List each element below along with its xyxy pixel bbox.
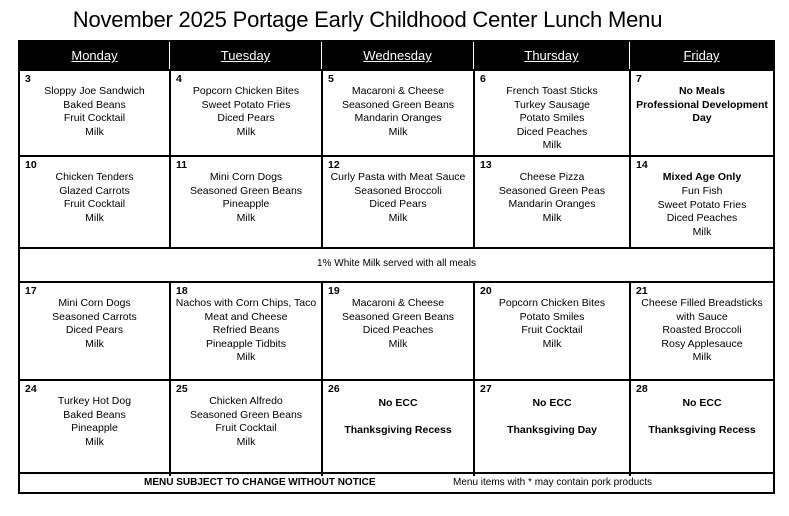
menu-items <box>20 171 169 225</box>
menu-item: Turkey Hot Dog <box>57 395 132 407</box>
menu-item: Milk <box>85 435 104 448</box>
menu-item: Nachos with Corn Chips, Taco <box>175 297 317 309</box>
menu-item: Sloppy Joe Sandwich <box>44 85 145 97</box>
menu-item: Fruit Cocktail <box>215 422 277 434</box>
menu-item: Baked Beans <box>63 408 126 421</box>
menu-items <box>323 297 473 351</box>
closure-text: No ECC <box>682 397 722 409</box>
footer-disclaimer: MENU SUBJECT TO CHANGE WITHOUT NOTICE <box>144 477 376 488</box>
day-number: 25 <box>176 383 188 395</box>
menu-item: Diced Pears <box>65 324 124 336</box>
menu-item: Meat and Cheese <box>204 310 288 323</box>
closure-text: No ECC <box>532 397 572 409</box>
day-number: 26 <box>328 383 340 395</box>
menu-item: Sweet Potato Fries <box>657 198 747 211</box>
closure-notice <box>631 397 773 437</box>
day-cell-thursday <box>473 71 629 155</box>
weekday-header <box>20 42 773 69</box>
menu-item: Fruit Cocktail <box>521 324 583 336</box>
menu-item: Seasoned Broccoli <box>354 184 442 197</box>
menu-item: Refried Beans <box>212 324 280 336</box>
menu-item: Milk <box>85 125 104 138</box>
menu-item: Milk <box>85 337 104 350</box>
menu-items <box>631 85 773 126</box>
menu-item: Day <box>692 112 712 124</box>
day-number: 7 <box>636 73 642 85</box>
day-cell-monday <box>20 283 169 379</box>
menu-item: Milk <box>85 211 104 224</box>
menu-item: Mini Corn Dogs <box>209 171 283 183</box>
menu-item: Milk <box>542 337 562 350</box>
menu-item: Chicken Alfredo <box>209 395 283 407</box>
day-cell-tuesday <box>169 381 321 476</box>
day-cell-wednesday <box>321 71 473 155</box>
day-cell-wednesday <box>321 157 473 247</box>
menu-items <box>631 297 773 365</box>
closure-notice <box>475 397 629 437</box>
menu-items <box>171 297 321 365</box>
menu-item: Milk <box>388 125 408 138</box>
day-cell-tuesday <box>169 157 321 247</box>
menu-item: Potato Smiles <box>519 112 585 124</box>
menu-item: Seasoned Green Beans <box>341 98 455 111</box>
menu-item: Milk <box>388 211 408 224</box>
menu-items <box>323 85 473 139</box>
milk-note-row <box>20 247 773 281</box>
day-cell-thursday <box>473 283 629 379</box>
footer <box>20 472 773 492</box>
menu-item: Sweet Potato Fries <box>201 98 291 111</box>
day-number: 19 <box>328 285 340 297</box>
menu-item: Milk <box>236 351 256 363</box>
menu-item: Baked Beans <box>63 98 126 111</box>
menu-item: Popcorn Chicken Bites <box>498 297 606 309</box>
day-number: 12 <box>328 159 340 171</box>
menu-items <box>20 85 169 139</box>
day-number: 17 <box>25 285 37 297</box>
menu-item: Pineapple Tidbits <box>206 337 286 350</box>
menu-item: Fruit Cocktail <box>63 112 126 124</box>
header-friday: Friday <box>629 42 773 69</box>
menu-item: Milk <box>388 337 408 350</box>
day-number: 11 <box>176 159 188 171</box>
day-number: 4 <box>176 73 182 85</box>
week-row-2 <box>20 155 773 247</box>
menu-item: Pineapple <box>71 422 118 434</box>
menu-items <box>323 171 473 225</box>
menu-item: Curly Pasta with Meat Sauce <box>330 171 466 183</box>
day-cell-friday <box>629 71 773 155</box>
day-number: 24 <box>25 383 37 395</box>
menu-item: Glazed Carrots <box>59 184 130 197</box>
menu-item: Macaroni & Cheese <box>351 85 445 97</box>
menu-item: Roasted Broccoli <box>662 324 742 336</box>
menu-item: Seasoned Green Peas <box>498 184 606 197</box>
day-number: 3 <box>25 73 31 85</box>
week-row-4 <box>20 379 773 476</box>
closure-text: Thanksgiving Recess <box>648 423 756 436</box>
day-cell-tuesday <box>169 71 321 155</box>
menu-item: Potato Smiles <box>519 310 585 323</box>
menu-item: Milk <box>542 139 562 151</box>
menu-item: Milk <box>236 435 256 448</box>
day-number: 21 <box>636 285 648 297</box>
menu-item: Diced Peaches <box>362 324 434 336</box>
menu-item: Macaroni & Cheese <box>351 297 445 309</box>
day-number: 13 <box>480 159 492 171</box>
day-cell-wednesday <box>321 381 473 476</box>
menu-item: Seasoned Carrots <box>52 310 137 323</box>
footer-pork-note: Menu items with * may contain pork products <box>453 477 652 488</box>
week-row-1 <box>20 69 773 155</box>
menu-items <box>171 85 321 139</box>
menu-item: Diced Pears <box>217 112 275 124</box>
spacer <box>631 411 773 424</box>
day-number: 27 <box>480 383 492 395</box>
menu-item: Diced Peaches <box>666 212 738 224</box>
day-number: 5 <box>328 73 334 85</box>
milk-note: 1% White Milk served with all meals <box>317 258 476 269</box>
menu-items: Mixed Age Only Fun Fish Sweet Potato Fries Diced Peaches Milk <box>631 185 773 239</box>
menu-item: Seasoned Green Beans <box>189 408 303 421</box>
day-number: 10 <box>25 159 37 171</box>
day-cell-thursday <box>473 157 629 247</box>
day-cell-monday <box>20 381 169 476</box>
header-tuesday: Tuesday <box>169 42 321 69</box>
day-cell-friday <box>629 381 773 476</box>
menu-item: Milk <box>542 211 562 224</box>
header-wednesday: Wednesday <box>321 42 473 69</box>
closure-text: No ECC <box>378 397 418 409</box>
menu-item: Milk <box>236 125 256 138</box>
menu-item: Mandarin Oranges <box>508 198 596 210</box>
menu-calendar <box>18 40 775 494</box>
menu-item: Fruit Cocktail <box>63 198 126 210</box>
menu-item: Rosy Applesauce <box>661 337 743 350</box>
menu-item: French Toast Sticks <box>506 85 598 97</box>
menu-item: Mini Corn Dogs <box>58 297 131 309</box>
menu-item: Popcorn Chicken Bites <box>192 85 300 97</box>
menu-items <box>475 171 629 225</box>
menu-item: Milk <box>236 211 256 224</box>
closure-text: Thanksgiving Day <box>507 423 597 436</box>
day-number: 6 <box>480 73 486 85</box>
menu-item: with Sauce <box>676 310 728 323</box>
day-cell-thursday <box>473 381 629 476</box>
menu-item: Professional Development <box>636 98 768 111</box>
menu-item: Pineapple <box>222 198 270 210</box>
day-cell-friday <box>629 157 773 247</box>
menu-item: Turkey Sausage <box>513 98 591 111</box>
closure-notice <box>323 397 473 437</box>
menu-item: Fun Fish <box>681 185 723 197</box>
day-number: 14 <box>636 159 648 171</box>
menu-item: Seasoned Green Beans <box>341 310 455 323</box>
spacer <box>323 411 473 424</box>
menu-item: No Meals <box>678 85 726 97</box>
day-number: 28 <box>636 383 648 395</box>
menu-item: Diced Pears <box>369 198 427 210</box>
menu-items <box>475 297 629 351</box>
day-cell-wednesday <box>321 283 473 379</box>
menu-item: Cheese Filled Breadsticks <box>641 297 763 309</box>
day-cell-friday <box>629 283 773 379</box>
day-number: 20 <box>480 285 492 297</box>
menu-items <box>20 297 169 351</box>
menu-item: Chicken Tenders <box>55 171 134 183</box>
menu-items <box>171 171 321 225</box>
closure-text: Thanksgiving Recess <box>344 423 452 436</box>
day-cell-monday <box>20 157 169 247</box>
menu-item: Diced Peaches <box>516 125 588 138</box>
day-cell-tuesday <box>169 283 321 379</box>
menu-item: Mandarin Oranges <box>354 112 442 124</box>
menu-item: Cheese Pizza <box>519 171 585 183</box>
week-row-3 <box>20 281 773 379</box>
menu-item: Milk <box>692 225 712 238</box>
menu-item: Seasoned Green Beans <box>189 184 303 197</box>
page-title: November 2025 Portage Early Childhood Center Lunch Menu <box>72 7 663 32</box>
header-monday: Monday <box>71 48 118 63</box>
menu-items <box>20 395 169 449</box>
spacer <box>475 411 629 424</box>
day-number: 18 <box>176 285 188 297</box>
header-thursday: Thursday <box>473 42 629 69</box>
menu-items <box>171 395 321 449</box>
menu-item: Milk <box>692 351 712 363</box>
day-cell-monday <box>20 71 169 155</box>
menu-items <box>475 85 629 153</box>
